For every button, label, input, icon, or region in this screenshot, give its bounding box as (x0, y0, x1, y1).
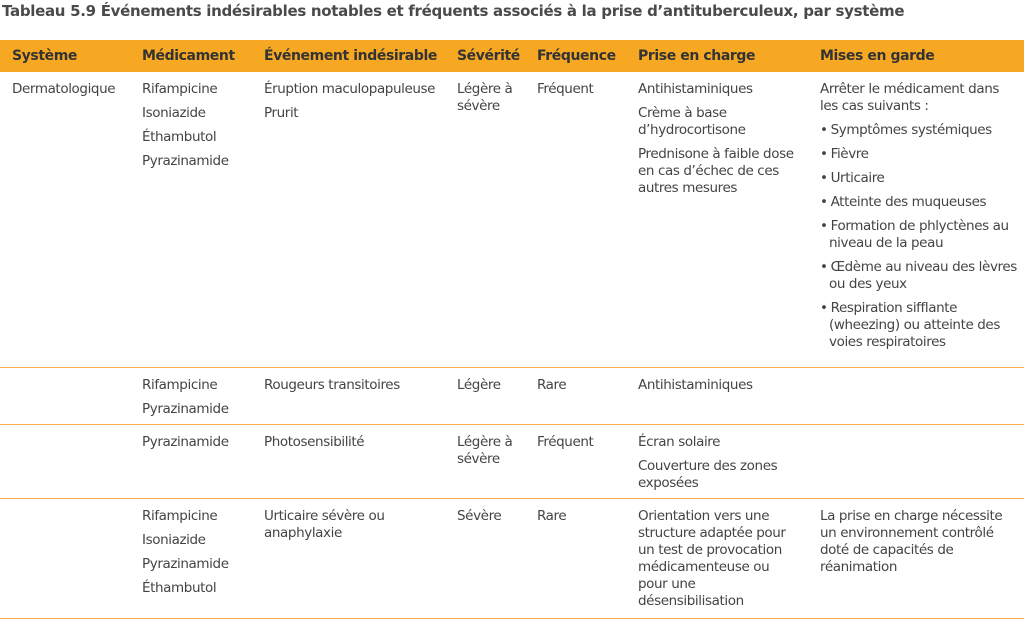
header-severite: Sévérité (457, 48, 520, 64)
table-title: Tableau 5.9 Événements indésirables notables et fréquents associés à la prise d’antituberculeux, par système (2, 2, 905, 20)
header-mises-en-garde: Mises en garde (820, 48, 935, 64)
cell-systeme (0, 425, 130, 499)
cell-medicament (130, 499, 252, 619)
header-frequence: Fréquence (537, 48, 616, 64)
medicament-item: Pyrazinamide (142, 434, 229, 450)
cell-prise-en-charge (626, 499, 808, 619)
cell-frequence: Rare (537, 508, 567, 524)
medicament-item: Pyrazinamide (142, 401, 229, 417)
medicament-item: Pyrazinamide (142, 153, 229, 169)
cell-severite: Légère (457, 377, 501, 393)
cell-frequence: Fréquent (537, 434, 594, 450)
header-evenement: Événement indésirable (264, 48, 437, 64)
cell-severite: Sévère (457, 508, 502, 524)
cell-mises-en-garde (808, 499, 1024, 619)
cell-frequence: Rare (537, 377, 567, 393)
cell-medicament (130, 425, 252, 499)
cell-severite: Légère à sévère (457, 434, 513, 467)
cell-mises-en-garde (808, 72, 1024, 368)
prise-item: Écran solaire (638, 434, 721, 450)
prise-item: Antihistaminiques (638, 81, 753, 97)
medicament-item: Rifampicine (142, 81, 218, 97)
medicament-item: Pyrazinamide (142, 556, 229, 572)
cell-severite: Légère à sévère (457, 81, 513, 114)
cell-systeme (0, 368, 130, 425)
cell-evenement (252, 368, 445, 425)
prise-item: Orientation vers une structure adaptée pour un test de provocation médicamenteuse ou pour une désensibilisation (638, 508, 786, 609)
prise-item: Prednisone à faible dose en cas d’échec de ces autres mesures (638, 146, 794, 196)
cell-prise-en-charge (626, 72, 808, 368)
cell-mises-en-garde (808, 368, 1024, 425)
cell-prise-en-charge (626, 368, 808, 425)
cell-evenement (252, 499, 445, 619)
evenement-item: Éruption maculopapuleuse (264, 81, 436, 97)
table-row (0, 425, 1024, 499)
header-systeme: Système (12, 48, 78, 64)
mise-en-garde-item: • Fièvre (820, 146, 1018, 163)
mise-en-garde-intro: La prise en charge nécessite un environnement contrôlé doté de capacités de réanimation (820, 508, 1003, 575)
table-row (0, 368, 1024, 425)
evenement-item: Photosensibilité (264, 434, 365, 450)
table-header-row (0, 40, 1024, 72)
cell-medicament (130, 72, 252, 368)
medicament-item: Éthambutol (142, 580, 217, 596)
medicament-item: Éthambutol (142, 129, 217, 145)
cell-systeme: Dermatologique (12, 81, 116, 97)
medicament-item: Isoniazide (142, 532, 206, 548)
mise-en-garde-intro: Arrêter le médicament dans les cas suivants : (820, 81, 999, 114)
cell-systeme (0, 499, 130, 619)
medicament-item: Rifampicine (142, 377, 218, 393)
cell-evenement (252, 425, 445, 499)
mise-en-garde-item: • Respiration sifflante (wheezing) ou atteinte des voies respiratoires (820, 300, 1018, 351)
evenement-item: Rougeurs transitoires (264, 377, 400, 393)
medicament-item: Isoniazide (142, 105, 206, 121)
cell-mises-en-garde (808, 425, 1024, 499)
mise-en-garde-item: • Œdème au niveau des lèvres ou des yeux (820, 259, 1018, 293)
evenement-item: Urticaire sévère ou anaphylaxie (264, 508, 385, 541)
mise-en-garde-item: • Atteinte des muqueuses (820, 194, 1018, 211)
adverse-events-table (0, 40, 1024, 619)
table-row (0, 499, 1024, 619)
mise-en-garde-item: • Symptômes systémiques (820, 122, 1018, 139)
prise-item: Couverture des zones exposées (638, 458, 778, 491)
cell-prise-en-charge (626, 425, 808, 499)
cell-evenement (252, 72, 445, 368)
header-medicament: Médicament (142, 48, 235, 64)
cell-frequence: Fréquent (537, 81, 594, 97)
table-row (0, 72, 1024, 368)
medicament-item: Rifampicine (142, 508, 218, 524)
prise-item: Antihistaminiques (638, 377, 753, 393)
mise-en-garde-item: • Urticaire (820, 170, 1018, 187)
evenement-item: Prurit (264, 105, 299, 121)
prise-item: Crème à base d’hydrocortisone (638, 105, 746, 138)
mise-en-garde-item: • Formation de phlyctènes au niveau de la peau (820, 218, 1018, 252)
cell-medicament (130, 368, 252, 425)
header-prise-en-charge: Prise en charge (638, 48, 756, 64)
